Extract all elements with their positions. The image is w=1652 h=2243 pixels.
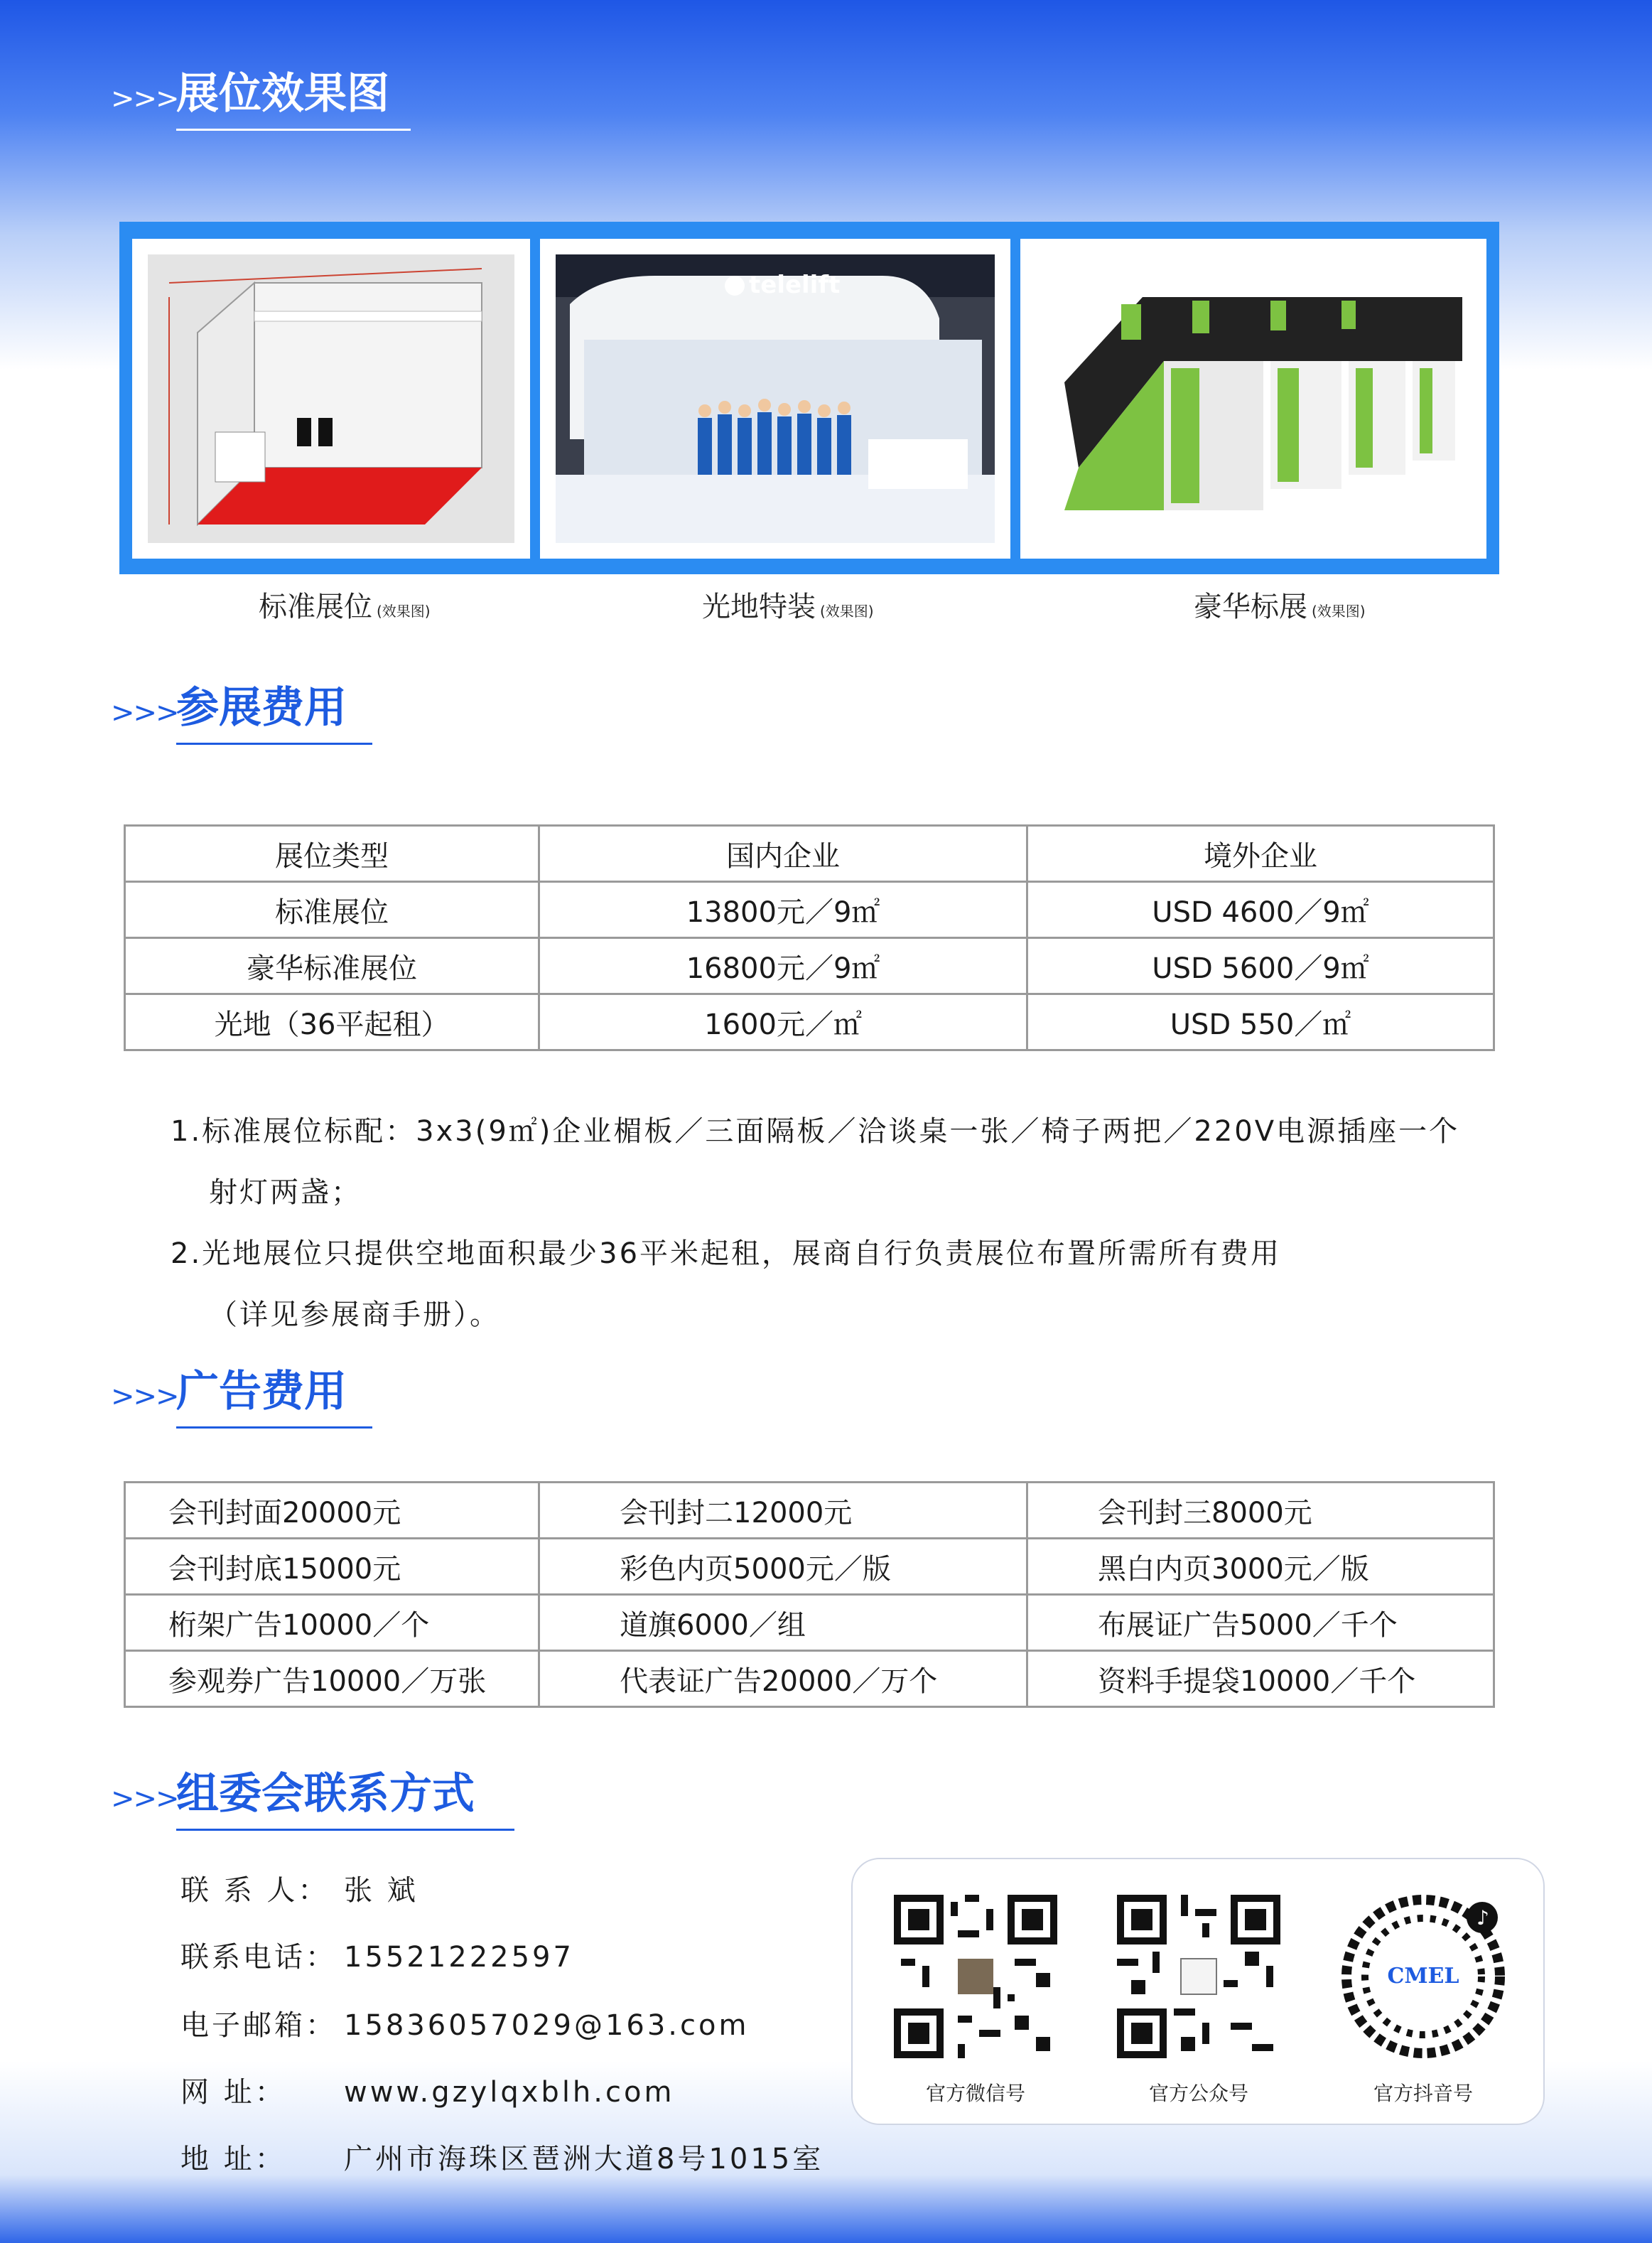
table-row [125,938,1494,994]
table-cell: 会刊封面20000元 [125,1483,539,1539]
table-cell: 标准展位 [125,882,539,938]
table-cell: 彩色内页5000元／版 [539,1539,1027,1595]
table-cell: 豪华标准展位 [125,938,539,994]
section-header-contact [111,1771,608,1821]
caption-standard: 标准展位 (效果图) [259,591,431,623]
section-title-booth: 展位效果图 [176,69,389,119]
table-row [125,994,1494,1050]
arrows-decoration: >>> [111,1380,178,1413]
table-cell: 资料手提袋10000／千个 [1027,1651,1494,1707]
table-cell: USD 5600／9㎡ [1027,938,1494,994]
title-underline [176,1829,514,1831]
table-cell: 光地（36平起租） [125,994,539,1050]
contact-website: 网 址： www.gzylqxblh.com [180,2076,675,2109]
contact-person-value: 张 斌 [344,1874,419,1907]
note-line: 1.标准展位标配：3x3(9㎡)企业楣板／三面隔板／洽谈桌一张／椅子两把／220V电源插座一个 [171,1115,1460,1148]
title-underline [176,1426,372,1429]
table-cell: 会刊封三8000元 [1027,1483,1494,1539]
header-cell: 国内企业 [539,826,1027,882]
contact-phone: 联系电话： 15521222597 [180,1941,574,1974]
booth-photo-strip [119,222,1499,574]
contact-person: 联 系 人： 张 斌 [180,1874,419,1907]
contact-email: 电子邮箱： 15836057029@163.com [180,2009,750,2042]
title-underline [176,743,372,745]
qr-label: 官方微信号 [925,2082,1025,2105]
section-title-contact: 组委会联系方式 [176,1769,475,1819]
arrows-decoration: >>> [111,696,178,729]
table-cell: 布展证广告5000／千个 [1027,1595,1494,1651]
table-row [125,1483,1494,1539]
fee-table [124,824,1495,1051]
contact-address: 地 址： 广州市海珠区琶洲大道8号1015室 [180,2143,824,2175]
table-cell: 道旗6000／组 [539,1595,1027,1651]
table-cell: 会刊封二12000元 [539,1483,1027,1539]
table-row [125,1539,1494,1595]
header-cell: 展位类型 [125,826,539,882]
table-cell: 参观券广告10000／万张 [125,1651,539,1707]
qr-label: 官方抖音号 [1373,2082,1473,2105]
section-header-fees [111,685,466,735]
section-title-fees: 参展费用 [176,683,347,733]
ad-price-table [124,1481,1495,1708]
note-line: 射灯两盏； [209,1176,362,1209]
douyin-qr-icon [1341,1895,1505,2058]
raw-space-booth-image [540,239,1010,559]
table-cell: 代表证广告20000／万个 [539,1651,1027,1707]
note-line: 2.光地展位只提供空地面积最少36平米起租，展商自行负责展位布置所需所有费用 [171,1237,1282,1270]
telelift-logo: telelift [749,271,841,299]
qr-code-panel [851,1858,1545,2125]
table-cell: 1600元／㎡ [539,994,1027,1050]
section-header-ads [111,1369,466,1419]
svg-text:♪: ♪ [1476,1906,1489,1930]
caption-luxury: 豪华标展 (效果图) [1194,591,1366,623]
table-cell: 黑白内页3000元／版 [1027,1539,1494,1595]
cmel-logo: CMEL [1387,1964,1459,1989]
table-cell: USD 550／㎡ [1027,994,1494,1050]
table-header-row [125,826,1494,882]
qr-douyin[interactable] [1341,1895,1505,2107]
table-cell: 16800元／9㎡ [539,938,1027,994]
contact-address-value: 广州市海珠区琶洲大道8号1015室 [344,2143,824,2175]
table-cell: USD 4600／9㎡ [1027,882,1494,938]
qr-code-icon [1117,1895,1280,2058]
arrows-decoration: >>> [111,82,178,115]
qr-wechat[interactable] [894,1895,1057,2107]
standard-booth-image [132,239,530,559]
qr-code-icon [894,1895,1057,2058]
table-cell: 13800元／9㎡ [539,882,1027,938]
section-header-booth [111,71,466,121]
qr-official-account[interactable] [1117,1895,1280,2107]
luxury-booth-image [1020,239,1486,559]
table-row [125,1651,1494,1707]
header-cell: 境外企业 [1027,826,1494,882]
note-line: （详见参展商手册）。 [209,1298,500,1331]
arrows-decoration: >>> [111,1782,178,1815]
section-title-ads: 广告费用 [176,1367,347,1416]
table-row [125,1595,1494,1651]
title-underline [176,129,411,131]
contact-email-value[interactable]: 15836057029@163.com [344,2009,750,2042]
caption-raw-space: 光地特装 (效果图) [702,591,874,623]
table-cell: 桁架广告10000／个 [125,1595,539,1651]
table-cell: 会刊封底15000元 [125,1539,539,1595]
contact-website-value[interactable]: www.gzylqxblh.com [344,2076,675,2109]
qr-label: 官方公众号 [1148,2082,1248,2105]
contact-phone-value: 15521222597 [344,1941,574,1974]
table-row [125,882,1494,938]
